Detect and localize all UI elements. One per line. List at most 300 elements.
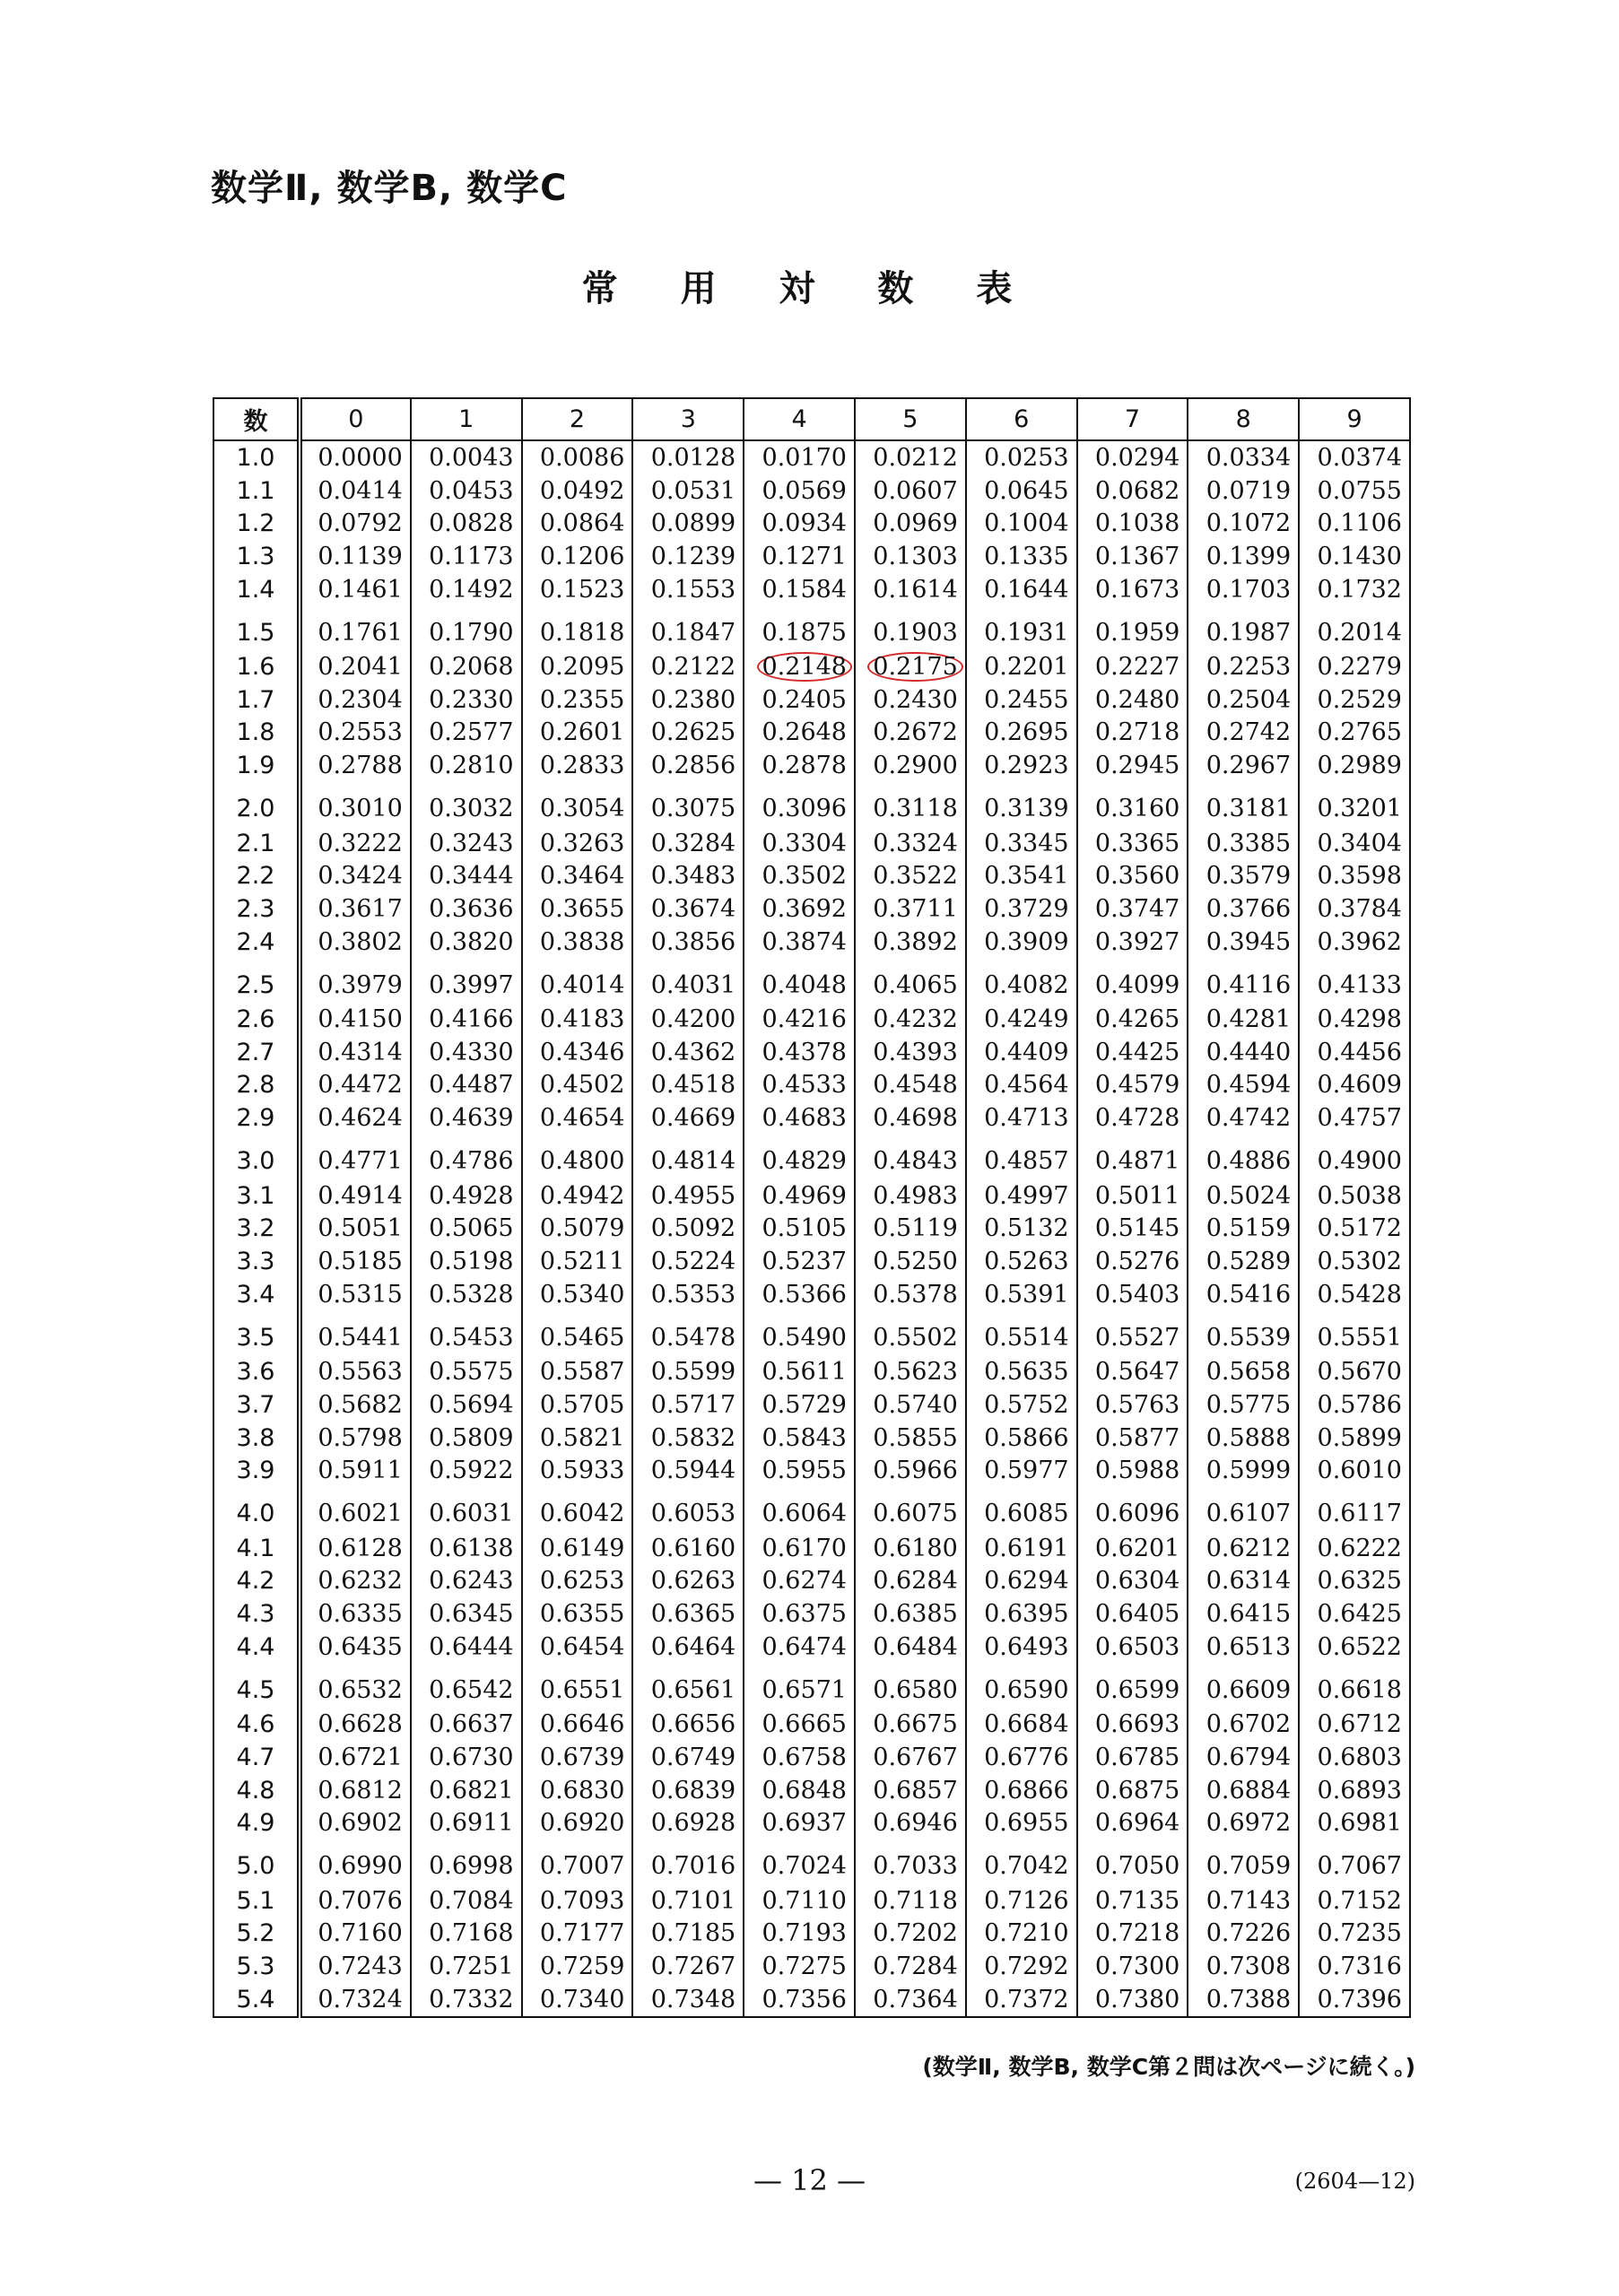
table-cell: 0.7101 <box>632 1884 744 1918</box>
column-header: 3 <box>632 398 744 440</box>
table-cell: 0.6767 <box>855 1741 966 1774</box>
table-cell: 0.3909 <box>966 926 1077 959</box>
table-cell: 0.6571 <box>744 1663 855 1708</box>
table-row <box>213 926 1410 959</box>
table-row <box>213 1709 1410 1742</box>
table-cell: 0.4082 <box>966 958 1077 1003</box>
table-cell: 0.5302 <box>1299 1245 1410 1278</box>
table-cell: 0.3385 <box>1188 827 1299 860</box>
table-cell: 0.1847 <box>632 605 744 650</box>
table-cell: 0.4771 <box>300 1135 411 1179</box>
table-cell: 0.4099 <box>1077 958 1188 1003</box>
table-cell: 0.4548 <box>855 1069 966 1102</box>
table-cell: 0.7076 <box>300 1884 411 1918</box>
table-cell: 0.3598 <box>1299 860 1410 893</box>
table-cell: 0.4249 <box>966 1003 1077 1036</box>
table-cell: 0.5403 <box>1077 1278 1188 1311</box>
row-header: 4.7 <box>213 1741 300 1774</box>
table-cell: 0.6042 <box>522 1487 633 1532</box>
table-cell: 0.4683 <box>744 1101 855 1135</box>
table-cell: 0.6794 <box>1188 1741 1299 1774</box>
table-cell: 0.2765 <box>1299 717 1410 750</box>
table-cell: 0.7275 <box>744 1950 855 1983</box>
table-cell: 0.6170 <box>744 1532 855 1565</box>
table-cell: 0.2833 <box>522 749 633 782</box>
row-header: 4.1 <box>213 1532 300 1565</box>
row-header: 4.2 <box>213 1565 300 1598</box>
table-cell: 0.1584 <box>744 573 855 606</box>
table-cell: 0.7110 <box>744 1884 855 1918</box>
table-cell: 0.7316 <box>1299 1950 1410 1983</box>
table-cell: 0.3892 <box>855 926 966 959</box>
table-cell: 0.2455 <box>966 683 1077 717</box>
table-cell: 0.0334 <box>1188 440 1299 474</box>
table-cell: 0.6937 <box>744 1806 855 1839</box>
table-cell: 0.5933 <box>522 1454 633 1487</box>
table-cell: 0.7177 <box>522 1918 633 1951</box>
table-cell: 0.4969 <box>744 1179 855 1213</box>
table-cell: 0.5105 <box>744 1213 855 1246</box>
table-cell: 0.7210 <box>966 1918 1077 1951</box>
table-cell: 0.4216 <box>744 1003 855 1036</box>
table-cell: 0.6304 <box>1077 1565 1188 1598</box>
row-header: 3.9 <box>213 1454 300 1487</box>
table-cell: 0.6128 <box>300 1532 411 1565</box>
table-cell: 0.3096 <box>744 782 855 827</box>
table-cell: 0.5888 <box>1188 1422 1299 1455</box>
table-row <box>213 440 1410 474</box>
table-cell: 0.3263 <box>522 827 633 860</box>
table-cell: 0.6325 <box>1299 1565 1410 1598</box>
table-cell: 0.4900 <box>1299 1135 1410 1179</box>
table-cell: 0.6503 <box>1077 1631 1188 1664</box>
table-cell: 0.6345 <box>411 1597 522 1631</box>
table-cell: 0.0170 <box>744 440 855 474</box>
table-cell: 0.6201 <box>1077 1532 1188 1565</box>
table-cell: 0.6646 <box>522 1709 633 1742</box>
table-cell: 0.6684 <box>966 1709 1077 1742</box>
table-row <box>213 1774 1410 1807</box>
table-cell: 0.2304 <box>300 683 411 717</box>
table-cell: 0.5658 <box>1188 1356 1299 1389</box>
table-cell: 0.4579 <box>1077 1069 1188 1102</box>
table-cell: 0.6920 <box>522 1806 633 1839</box>
table-cell: 0.6484 <box>855 1631 966 1664</box>
table-cell: 0.0000 <box>300 440 411 474</box>
table-row <box>213 1565 1410 1598</box>
column-header: 0 <box>300 398 411 440</box>
table-cell: 0.2577 <box>411 717 522 750</box>
corner-header: 数 <box>213 398 300 440</box>
table-cell: 0.5453 <box>411 1310 522 1355</box>
table-cell: 0.5955 <box>744 1454 855 1487</box>
row-header: 4.8 <box>213 1774 300 1807</box>
table-cell: 0.6355 <box>522 1597 633 1631</box>
table-cell: 0.3636 <box>411 892 522 926</box>
row-header: 2.6 <box>213 1003 300 1036</box>
table-cell: 0.0645 <box>966 474 1077 508</box>
table-cell: 0.6031 <box>411 1487 522 1532</box>
table-cell: 0.1139 <box>300 540 411 573</box>
table-cell: 0.1673 <box>1077 573 1188 606</box>
table-row <box>213 1983 1410 2017</box>
table-row <box>213 1532 1410 1565</box>
table-cell: 0.7251 <box>411 1950 522 1983</box>
table-cell: 0.6474 <box>744 1631 855 1664</box>
table-cell: 0.3541 <box>966 860 1077 893</box>
table-cell: 0.2355 <box>522 683 633 717</box>
table-cell: 0.6946 <box>855 1806 966 1839</box>
table-cell: 0.3766 <box>1188 892 1299 926</box>
table-cell: 0.7118 <box>855 1884 966 1918</box>
table-cell: 0.4757 <box>1299 1101 1410 1135</box>
table-cell: 0.7364 <box>855 1983 966 2017</box>
table-cell: 0.1761 <box>300 605 411 650</box>
table-cell: 0.4843 <box>855 1135 966 1179</box>
row-header: 3.4 <box>213 1278 300 1311</box>
table-cell: 0.7292 <box>966 1950 1077 1983</box>
row-header: 2.5 <box>213 958 300 1003</box>
table-cell: 0.6243 <box>411 1565 522 1598</box>
table-cell: 0.7093 <box>522 1884 633 1918</box>
table-cell: 0.6990 <box>300 1839 411 1884</box>
table-cell: 0.5315 <box>300 1278 411 1311</box>
row-header: 1.8 <box>213 717 300 750</box>
table-cell: 0.7380 <box>1077 1983 1188 2017</box>
table-cell: 0.6294 <box>966 1565 1077 1598</box>
table-cell: 0.3284 <box>632 827 744 860</box>
table-cell: 0.4314 <box>300 1036 411 1069</box>
table-cell: 0.7185 <box>632 1918 744 1951</box>
table-cell: 0.3962 <box>1299 926 1410 959</box>
row-header: 1.2 <box>213 508 300 541</box>
table-cell: 0.1732 <box>1299 573 1410 606</box>
table-cell: 0.5944 <box>632 1454 744 1487</box>
row-header: 1.7 <box>213 683 300 717</box>
table-cell: 0.6075 <box>855 1487 966 1532</box>
table-cell: 0.3674 <box>632 892 744 926</box>
table-cell: 0.6454 <box>522 1631 633 1664</box>
table-cell: 0.4065 <box>855 958 966 1003</box>
table-row <box>213 540 1410 573</box>
table-cell: 0.0682 <box>1077 474 1188 508</box>
table-cell: 0.1644 <box>966 573 1077 606</box>
table-cell: 0.6212 <box>1188 1532 1299 1565</box>
table-cell: 0.3617 <box>300 892 411 926</box>
table-row <box>213 1003 1410 1036</box>
table-cell: 0.4265 <box>1077 1003 1188 1036</box>
table-cell: 0.5775 <box>1188 1388 1299 1422</box>
table-cell: 0.6675 <box>855 1709 966 1742</box>
table-cell: 0.7396 <box>1299 1983 1410 2017</box>
table-cell: 0.2068 <box>411 650 522 683</box>
table-cell: 0.6253 <box>522 1565 633 1598</box>
table-row <box>213 1213 1410 1246</box>
table-cell: 0.7143 <box>1188 1884 1299 1918</box>
table-cell: 0.2041 <box>300 650 411 683</box>
table-row <box>213 1597 1410 1631</box>
table-cell: 0.6053 <box>632 1487 744 1532</box>
row-header: 2.8 <box>213 1069 300 1102</box>
table-cell: 0.3838 <box>522 926 633 959</box>
table-cell: 0.4298 <box>1299 1003 1410 1036</box>
table-cell: 0.6191 <box>966 1532 1077 1565</box>
table-cell: 0.7348 <box>632 1983 744 2017</box>
table-cell: 0.3181 <box>1188 782 1299 827</box>
table-cell: 0.2095 <box>522 650 633 683</box>
column-header: 7 <box>1077 398 1188 440</box>
table-cell: 0.6656 <box>632 1709 744 1742</box>
table-cell: 0.0043 <box>411 440 522 474</box>
table-cell: 0.6263 <box>632 1565 744 1598</box>
table-cell: 0.0414 <box>300 474 411 508</box>
table-cell: 0.0128 <box>632 440 744 474</box>
table-cell: 0.5563 <box>300 1356 411 1389</box>
table-cell: 0.4713 <box>966 1101 1077 1135</box>
table-cell: 0.5705 <box>522 1388 633 1422</box>
table-cell: 0.3010 <box>300 782 411 827</box>
table-cell: 0.4487 <box>411 1069 522 1102</box>
table-cell: 0.5198 <box>411 1245 522 1278</box>
table-cell: 0.6464 <box>632 1631 744 1664</box>
table-cell: 0.2648 <box>744 717 855 750</box>
table-cell: 0.1271 <box>744 540 855 573</box>
table-cell: 0.2405 <box>744 683 855 717</box>
table-cell: 0.2742 <box>1188 717 1299 750</box>
row-header: 1.3 <box>213 540 300 573</box>
table-cell: 0.6513 <box>1188 1631 1299 1664</box>
table-cell: 0.5145 <box>1077 1213 1188 1246</box>
table-cell: 0.6435 <box>300 1631 411 1664</box>
table-cell: 0.6160 <box>632 1532 744 1565</box>
table-cell: 0.4728 <box>1077 1101 1188 1135</box>
table-cell: 0.3820 <box>411 926 522 959</box>
table-cell: 0.4281 <box>1188 1003 1299 1036</box>
table-cell: 0.6911 <box>411 1806 522 1839</box>
row-header: 3.2 <box>213 1213 300 1246</box>
table-cell: 0.4533 <box>744 1069 855 1102</box>
table-cell: 0.7202 <box>855 1918 966 1951</box>
table-cell: 0.0864 <box>522 508 633 541</box>
table-row <box>213 749 1410 782</box>
table-cell: 0.2279 <box>1299 650 1410 683</box>
row-header: 1.9 <box>213 749 300 782</box>
row-header: 5.0 <box>213 1839 300 1884</box>
table-cell: 0.6721 <box>300 1741 411 1774</box>
row-header: 2.7 <box>213 1036 300 1069</box>
row-header: 5.4 <box>213 1983 300 2017</box>
table-cell: 0.2967 <box>1188 749 1299 782</box>
table-cell: 0.3711 <box>855 892 966 926</box>
table-cell: 0.5694 <box>411 1388 522 1422</box>
row-header: 3.3 <box>213 1245 300 1278</box>
table-cell: 0.5899 <box>1299 1422 1410 1455</box>
table-cell: 0.0607 <box>855 474 966 508</box>
table-cell: 0.4942 <box>522 1179 633 1213</box>
table-cell: 0.4409 <box>966 1036 1077 1069</box>
table-cell: 0.2380 <box>632 683 744 717</box>
table-cell: 0.7324 <box>300 1983 411 2017</box>
table-cell: 0.4456 <box>1299 1036 1410 1069</box>
table-cell: 0.5623 <box>855 1356 966 1389</box>
table-cell: 0.4440 <box>1188 1036 1299 1069</box>
table-cell: 0.5977 <box>966 1454 1077 1487</box>
table-cell: 0.5922 <box>411 1454 522 1487</box>
row-header: 5.3 <box>213 1950 300 1983</box>
table-row <box>213 782 1410 827</box>
table-cell: 0.6928 <box>632 1806 744 1839</box>
table-cell: 0.4829 <box>744 1135 855 1179</box>
table-cell: 0.7126 <box>966 1884 1077 1918</box>
table-cell: 0.7388 <box>1188 1983 1299 2017</box>
table-cell: 0.5132 <box>966 1213 1077 1246</box>
row-header: 3.7 <box>213 1388 300 1422</box>
table-cell: 0.2695 <box>966 717 1077 750</box>
table-cell: 0.5866 <box>966 1422 1077 1455</box>
table-cell: 0.6284 <box>855 1565 966 1598</box>
common-logarithm-table <box>213 397 1411 2018</box>
table-cell: 0.6395 <box>966 1597 1077 1631</box>
table-row <box>213 573 1410 606</box>
table-cell: 0.5763 <box>1077 1388 1188 1422</box>
row-header: 4.6 <box>213 1709 300 1742</box>
table-cell: 0.1931 <box>966 605 1077 650</box>
table-cell: 0.6812 <box>300 1774 411 1807</box>
table-cell: 0.1492 <box>411 573 522 606</box>
table-cell: 0.5832 <box>632 1422 744 1455</box>
column-header: 9 <box>1299 398 1410 440</box>
table-row <box>213 1454 1410 1487</box>
table-row <box>213 1069 1410 1102</box>
table-cell: 0.6730 <box>411 1741 522 1774</box>
table-cell: 0.7050 <box>1077 1839 1188 1884</box>
table-cell: 0.3324 <box>855 827 966 860</box>
table-cell: 0.4518 <box>632 1069 744 1102</box>
row-header: 1.6 <box>213 650 300 683</box>
table-cell: 0.2788 <box>300 749 411 782</box>
table-cell: 0.7356 <box>744 1983 855 2017</box>
table-cell: 0.2718 <box>1077 717 1188 750</box>
row-header: 3.6 <box>213 1356 300 1389</box>
table-cell: 0.5988 <box>1077 1454 1188 1487</box>
row-header: 1.0 <box>213 440 300 474</box>
table-cell: 0.7226 <box>1188 1918 1299 1951</box>
table-cell: 0.3139 <box>966 782 1077 827</box>
table-row <box>213 717 1410 750</box>
table-cell: 0.3404 <box>1299 827 1410 860</box>
table-row <box>213 650 1410 683</box>
table-cell: 0.7218 <box>1077 1918 1188 1951</box>
table-row <box>213 958 1410 1003</box>
table-cell: 0.4133 <box>1299 958 1410 1003</box>
table-cell: 0.4031 <box>632 958 744 1003</box>
table-row <box>213 605 1410 650</box>
row-header: 2.9 <box>213 1101 300 1135</box>
table-cell: 0.4362 <box>632 1036 744 1069</box>
table-cell: 0.3118 <box>855 782 966 827</box>
table-cell: 0.6739 <box>522 1741 633 1774</box>
table-cell: 0.4983 <box>855 1179 966 1213</box>
table-cell: 0.5877 <box>1077 1422 1188 1455</box>
table-cell: 0.5185 <box>300 1245 411 1278</box>
table-cell: 0.2253 <box>1188 650 1299 683</box>
table-cell: 0.4857 <box>966 1135 1077 1179</box>
table-cell: 0.1987 <box>1188 605 1299 650</box>
row-header: 2.4 <box>213 926 300 959</box>
table-cell: 0.7340 <box>522 1983 633 2017</box>
column-header: 1 <box>411 398 522 440</box>
table-cell: 0.1903 <box>855 605 966 650</box>
table-row <box>213 1388 1410 1422</box>
table-row <box>213 1806 1410 1839</box>
table-cell: 0.2430 <box>855 683 966 717</box>
table-cell: 0.0492 <box>522 474 633 508</box>
table-body <box>213 440 1410 2017</box>
table-cell: 0.5587 <box>522 1356 633 1389</box>
table-cell: 0.6561 <box>632 1663 744 1708</box>
table-cell: 0.7152 <box>1299 1884 1410 1918</box>
table-cell: 0.6628 <box>300 1709 411 1742</box>
table-cell: 0.5478 <box>632 1310 744 1355</box>
table-cell: 0.4639 <box>411 1101 522 1135</box>
table-cell: 0.5065 <box>411 1213 522 1246</box>
table-cell: 0.5289 <box>1188 1245 1299 1278</box>
table-cell: 0.7267 <box>632 1950 744 1983</box>
table-cell: 0.3874 <box>744 926 855 959</box>
table-cell: 0.5441 <box>300 1310 411 1355</box>
table-cell: 0.3483 <box>632 860 744 893</box>
table-cell: 0.7016 <box>632 1839 744 1884</box>
row-header: 3.5 <box>213 1310 300 1355</box>
table-cell: 0.5611 <box>744 1356 855 1389</box>
column-header: 8 <box>1188 398 1299 440</box>
table-cell: 0.4048 <box>744 958 855 1003</box>
table-cell: 0.6149 <box>522 1532 633 1565</box>
table-cell: 0.3304 <box>744 827 855 860</box>
table-cell: 0.6493 <box>966 1631 1077 1664</box>
table-cell: 0.2672 <box>855 717 966 750</box>
row-header: 4.9 <box>213 1806 300 1839</box>
row-header: 3.0 <box>213 1135 300 1179</box>
table-row <box>213 1135 1410 1179</box>
table-cell: 0.3464 <box>522 860 633 893</box>
table-cell: 0.5378 <box>855 1278 966 1311</box>
table-cell: 0.3054 <box>522 782 633 827</box>
table-cell: 0.3747 <box>1077 892 1188 926</box>
table-cell: 0.4472 <box>300 1069 411 1102</box>
table-cell: 0.6902 <box>300 1806 411 1839</box>
table-cell: 0.4654 <box>522 1101 633 1135</box>
table-cell: 0.1303 <box>855 540 966 573</box>
table-cell: 0.6884 <box>1188 1774 1299 1807</box>
table-cell: 0.5211 <box>522 1245 633 1278</box>
table-cell: 0.6375 <box>744 1597 855 1631</box>
table-cell: 0.6117 <box>1299 1487 1410 1532</box>
table-cell: 0.4183 <box>522 1003 633 1036</box>
table-cell: 0.1399 <box>1188 540 1299 573</box>
row-header: 4.4 <box>213 1631 300 1664</box>
table-cell: 0.6955 <box>966 1806 1077 1839</box>
table-row <box>213 827 1410 860</box>
table-cell: 0.4393 <box>855 1036 966 1069</box>
table-cell: 0.6981 <box>1299 1806 1410 1839</box>
row-header: 4.0 <box>213 1487 300 1532</box>
table-cell: 0.5079 <box>522 1213 633 1246</box>
table-cell: 0.7024 <box>744 1839 855 1884</box>
table-cell: 0.0374 <box>1299 440 1410 474</box>
table-cell: 0.5340 <box>522 1278 633 1311</box>
table-cell: 0.4609 <box>1299 1069 1410 1102</box>
